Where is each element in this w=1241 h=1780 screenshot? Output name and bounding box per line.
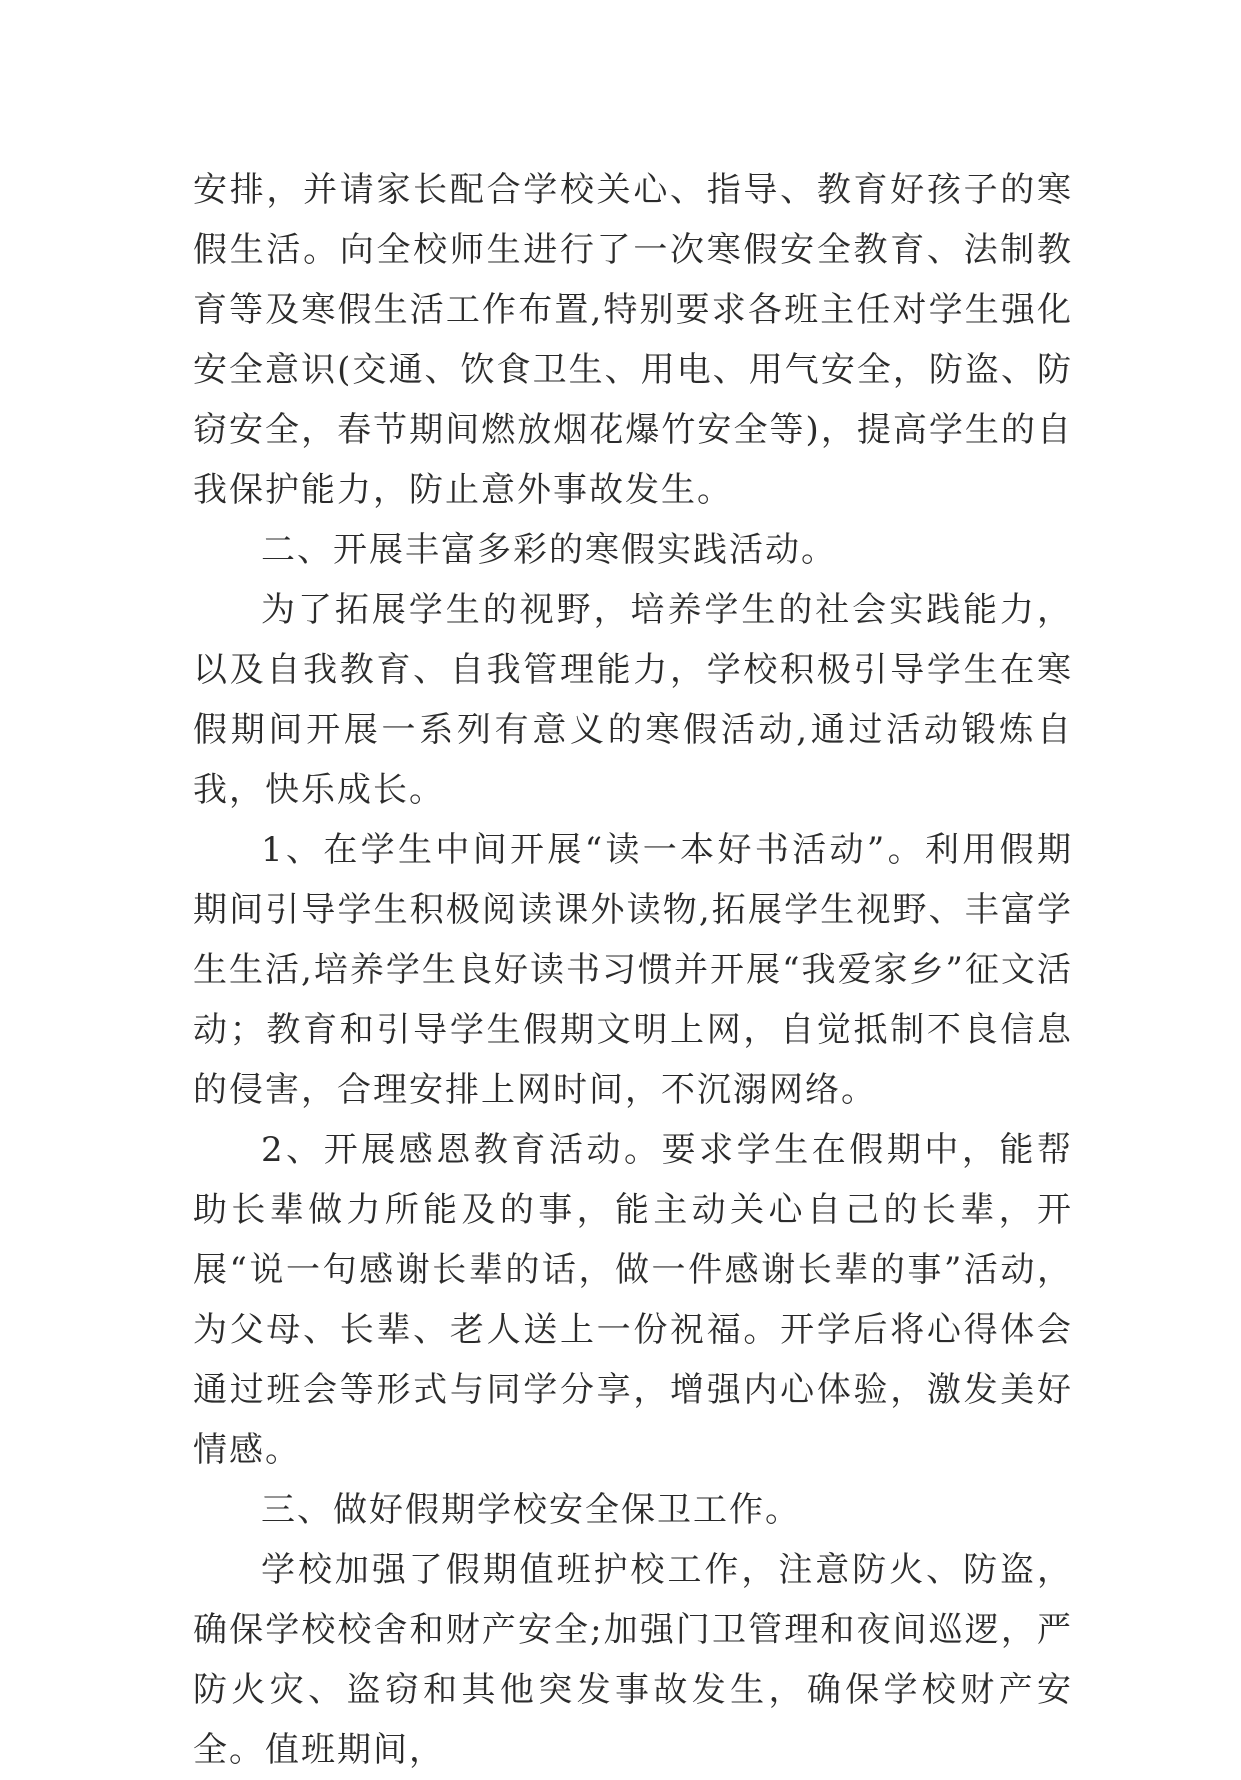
paragraph-4: 1、在学生中间开展“读一本好书活动”。利用假期期间引导学生积极阅读课外读物,拓展学生视野、丰富学生生活,培养学生良好读书习惯并开展“我爱家乡”征文活动；教育和引导学生假期文明上网，自觉抵制不良信息的侵害，合理安排上网时间，不沉溺网络。 <box>193 830 1073 1110</box>
paragraph-5: 2、开展感恩教育活动。要求学生在假期中，能帮助长辈做力所能及的事，能主动关心自己的长辈，开展“说一句感谢长辈的话，做一件感谢长辈的事”活动，为父母、长辈、老人送上一份祝福。开学后将心得体会通过班会等形式与同学分享，增强内心体验，激发美好情感。 <box>193 1130 1073 1470</box>
section-heading-3: 三、做好假期学校安全保卫工作。 <box>261 1490 801 1530</box>
paragraph-7: 学校加强了假期值班护校工作，注意防火、防盗，确保学校校舍和财产安全;加强门卫管理和夜间巡逻，严防火灾、盗窃和其他突发事故发生，确保学校财产安全。值班期间， <box>193 1550 1073 1770</box>
section-heading-2: 二、开展丰富多彩的寒假实践活动。 <box>261 530 837 570</box>
document-body <box>193 160 1073 1780</box>
paragraph-1: 安排，并请家长配合学校关心、指导、教育好孩子的寒假生活。向全校师生进行了一次寒假安全教育、法制教育等及寒假生活工作布置,特别要求各班主任对学生强化安全意识(交通、饮食卫生、用电、用气安全，防盗、防窃安全，春节期间燃放烟花爆竹安全等)，提高学生的自我保护能力，防止意外事故发生。 <box>193 170 1073 510</box>
paragraph-3: 为了拓展学生的视野，培养学生的社会实践能力，以及自我教育、自我管理能力，学校积极引导学生在寒假期间开展一系列有意义的寒假活动,通过活动锻炼自我，快乐成长。 <box>193 590 1073 810</box>
